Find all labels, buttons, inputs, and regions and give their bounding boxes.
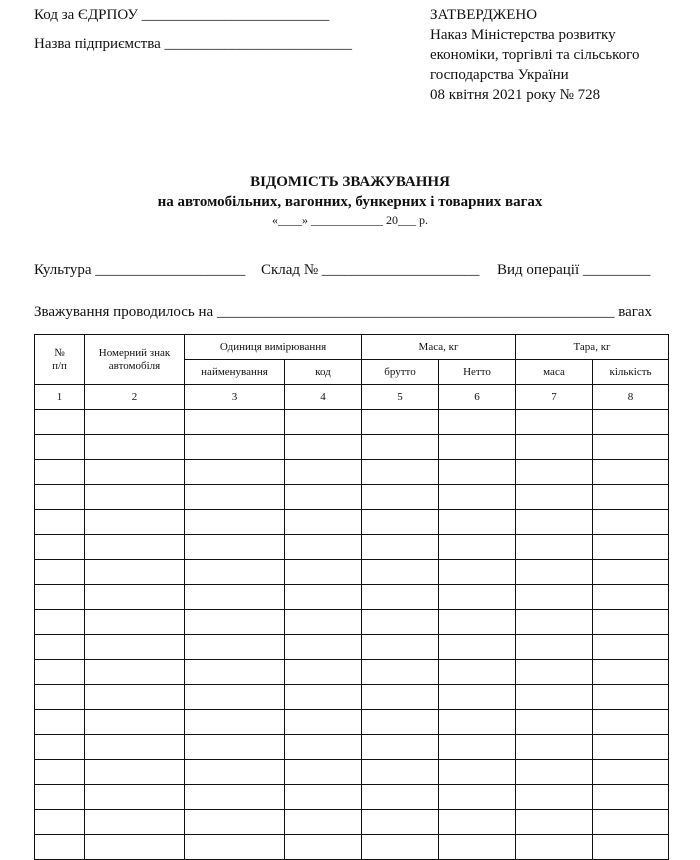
- table-row: [35, 585, 669, 610]
- table-row: [35, 810, 669, 835]
- table-row: [35, 610, 669, 635]
- table-cell[interactable]: [85, 835, 185, 860]
- table-cell[interactable]: [185, 485, 285, 510]
- header-mass-net: Нетто: [439, 360, 516, 385]
- table-cell[interactable]: [185, 610, 285, 635]
- table-cell[interactable]: [593, 435, 669, 460]
- table-cell[interactable]: [593, 460, 669, 485]
- table-cell[interactable]: [85, 410, 185, 435]
- table-cell[interactable]: [516, 685, 593, 710]
- table-cell[interactable]: [362, 585, 439, 610]
- table-cell[interactable]: [285, 535, 362, 560]
- warehouse-field[interactable]: _____________________: [321, 262, 480, 278]
- table-cell[interactable]: [516, 760, 593, 785]
- table-cell[interactable]: [185, 660, 285, 685]
- table-cell[interactable]: [516, 585, 593, 610]
- table-cell[interactable]: [516, 810, 593, 835]
- table-cell[interactable]: [85, 435, 185, 460]
- table-cell[interactable]: [85, 635, 185, 660]
- table-cell[interactable]: [35, 535, 85, 560]
- table-cell[interactable]: [362, 510, 439, 535]
- table-cell[interactable]: [185, 760, 285, 785]
- table-cell[interactable]: [185, 735, 285, 760]
- header-plate-number: [85, 335, 185, 385]
- header-mass-group: Маса, кг: [362, 335, 516, 360]
- table-cell[interactable]: [35, 410, 85, 435]
- table-cell[interactable]: [35, 735, 85, 760]
- table-cell[interactable]: [439, 485, 516, 510]
- table-cell[interactable]: [35, 435, 85, 460]
- table-cell[interactable]: [285, 785, 362, 810]
- table-cell[interactable]: [516, 710, 593, 735]
- table-cell[interactable]: [593, 510, 669, 535]
- table-row: [35, 835, 669, 860]
- column-number: 1: [35, 385, 85, 410]
- table-cell[interactable]: [516, 835, 593, 860]
- table-cell[interactable]: [439, 710, 516, 735]
- table-cell[interactable]: [516, 535, 593, 560]
- table-cell[interactable]: [285, 810, 362, 835]
- table-cell[interactable]: [285, 685, 362, 710]
- table-cell[interactable]: [285, 485, 362, 510]
- table-cell[interactable]: [85, 685, 185, 710]
- table-cell[interactable]: [593, 660, 669, 685]
- table-row: [35, 760, 669, 785]
- header-tare-count: кількість: [593, 360, 669, 385]
- table-cell[interactable]: [516, 610, 593, 635]
- approval-block: [430, 5, 639, 105]
- weighing-field[interactable]: _____________________________________________________: [216, 304, 615, 320]
- header-row-number-label: № п/п: [52, 346, 67, 372]
- table-cell[interactable]: [185, 835, 285, 860]
- table-cell[interactable]: [516, 660, 593, 685]
- table-cell[interactable]: [185, 710, 285, 735]
- header-row-number: [35, 335, 85, 385]
- table-cell[interactable]: [35, 635, 85, 660]
- table-row: [35, 510, 669, 535]
- header-unit-name: найменування: [185, 360, 285, 385]
- table-cell[interactable]: [85, 760, 185, 785]
- table-cell[interactable]: [439, 760, 516, 785]
- table-cell[interactable]: [593, 585, 669, 610]
- form-title: ВІДОМІСТЬ ЗВАЖУВАННЯ: [250, 174, 450, 190]
- table-cell[interactable]: [185, 460, 285, 485]
- table-cell[interactable]: [185, 435, 285, 460]
- column-number: 6: [439, 385, 516, 410]
- table-cell[interactable]: [593, 535, 669, 560]
- table-cell[interactable]: [362, 460, 439, 485]
- edrpou-field[interactable]: _________________________: [141, 7, 330, 23]
- table-row: [35, 485, 669, 510]
- table-cell[interactable]: [285, 460, 362, 485]
- date-line[interactable]: «____» ____________ 20___ р.: [272, 213, 428, 227]
- table-cell[interactable]: [85, 660, 185, 685]
- table-cell[interactable]: [362, 785, 439, 810]
- table-cell[interactable]: [439, 785, 516, 810]
- table-cell[interactable]: [185, 560, 285, 585]
- table-cell[interactable]: [35, 810, 85, 835]
- table-cell[interactable]: [285, 760, 362, 785]
- warehouse-label: Склад №: [261, 262, 319, 278]
- table-cell[interactable]: [362, 435, 439, 460]
- table-cell[interactable]: [285, 660, 362, 685]
- weighing-line: [34, 303, 652, 321]
- table-cell[interactable]: [593, 785, 669, 810]
- table-cell[interactable]: [439, 560, 516, 585]
- table-cell[interactable]: [285, 560, 362, 585]
- approval-line: ЗАТВЕРДЖЕНО: [430, 7, 538, 23]
- table-cell[interactable]: [185, 510, 285, 535]
- table-cell[interactable]: [439, 435, 516, 460]
- table-cell[interactable]: [362, 410, 439, 435]
- table-cell[interactable]: [362, 560, 439, 585]
- table-cell[interactable]: [362, 760, 439, 785]
- table-cell[interactable]: [439, 660, 516, 685]
- table-cell[interactable]: [285, 585, 362, 610]
- table-body: [35, 410, 669, 860]
- column-number: 8: [593, 385, 669, 410]
- table-cell[interactable]: [362, 710, 439, 735]
- table-cell[interactable]: [439, 610, 516, 635]
- table-cell[interactable]: [593, 635, 669, 660]
- table-row: [35, 735, 669, 760]
- header-tare-group: Тара, кг: [516, 335, 669, 360]
- weighing-suffix: вагах: [618, 304, 653, 320]
- table-cell[interactable]: [85, 560, 185, 585]
- table-cell[interactable]: [35, 685, 85, 710]
- table-cell[interactable]: [439, 460, 516, 485]
- table-cell[interactable]: [516, 635, 593, 660]
- table-cell[interactable]: [35, 760, 85, 785]
- table-cell[interactable]: [85, 810, 185, 835]
- table-cell[interactable]: [516, 785, 593, 810]
- table-cell[interactable]: [185, 685, 285, 710]
- table-cell[interactable]: [85, 735, 185, 760]
- column-number: 5: [362, 385, 439, 410]
- table-cell[interactable]: [185, 585, 285, 610]
- table-cell[interactable]: [85, 610, 185, 635]
- table-cell[interactable]: [362, 535, 439, 560]
- approval-line: економіки, торгівлі та сільського: [430, 47, 640, 63]
- table-cell[interactable]: [285, 435, 362, 460]
- table-cell[interactable]: [593, 835, 669, 860]
- table-cell[interactable]: [362, 635, 439, 660]
- table-cell[interactable]: [285, 735, 362, 760]
- table-cell[interactable]: [439, 510, 516, 535]
- table-cell[interactable]: [185, 410, 285, 435]
- table-cell[interactable]: [593, 410, 669, 435]
- table-row: [35, 710, 669, 735]
- table-cell[interactable]: [516, 560, 593, 585]
- column-number-row: [35, 385, 669, 410]
- table-cell[interactable]: [439, 810, 516, 835]
- table-cell[interactable]: [85, 585, 185, 610]
- table-row: [35, 435, 669, 460]
- table-cell[interactable]: [35, 660, 85, 685]
- table-cell[interactable]: [593, 735, 669, 760]
- table-cell[interactable]: [362, 660, 439, 685]
- header-unit-code: код: [285, 360, 362, 385]
- operation-label: Вид операції: [497, 262, 580, 278]
- header-plate-number-label: Номерний знак автомобіля: [98, 346, 171, 372]
- column-number: 4: [285, 385, 362, 410]
- table-cell[interactable]: [516, 460, 593, 485]
- table-cell[interactable]: [185, 810, 285, 835]
- operation-field[interactable]: _________: [582, 262, 651, 278]
- column-number: 7: [516, 385, 593, 410]
- table-row: [35, 685, 669, 710]
- edrpou-label: Код за ЄДРПОУ: [34, 7, 138, 23]
- weighing-label: Зважування проводилось на: [34, 304, 214, 320]
- table-cell[interactable]: [35, 835, 85, 860]
- table-cell[interactable]: [439, 685, 516, 710]
- warehouse-line: [261, 261, 479, 279]
- table-cell[interactable]: [35, 510, 85, 535]
- header-tare-mass: маса: [516, 360, 593, 385]
- table-cell[interactable]: [85, 710, 185, 735]
- table-cell[interactable]: [185, 635, 285, 660]
- table-cell[interactable]: [85, 460, 185, 485]
- table-cell[interactable]: [285, 610, 362, 635]
- edrpou-line: [34, 6, 329, 24]
- approval-line: Наказ Міністерства розвитку: [430, 27, 616, 43]
- table-cell[interactable]: [362, 610, 439, 635]
- table-row: [35, 560, 669, 585]
- table-row: [35, 660, 669, 685]
- culture-label: Культура: [34, 262, 92, 278]
- table-row: [35, 635, 669, 660]
- table-cell[interactable]: [85, 510, 185, 535]
- operation-line: [497, 261, 650, 279]
- table-row: [35, 785, 669, 810]
- table-cell[interactable]: [516, 435, 593, 460]
- company-name-field[interactable]: _________________________: [164, 36, 353, 52]
- table-cell[interactable]: [285, 710, 362, 735]
- table-cell[interactable]: [35, 785, 85, 810]
- table-cell[interactable]: [85, 535, 185, 560]
- table-cell[interactable]: [362, 485, 439, 510]
- table-cell[interactable]: [285, 510, 362, 535]
- table-cell[interactable]: [85, 485, 185, 510]
- table-cell[interactable]: [439, 835, 516, 860]
- table-cell[interactable]: [439, 735, 516, 760]
- weighing-table: [34, 334, 669, 860]
- table-cell[interactable]: [35, 485, 85, 510]
- table-cell[interactable]: [593, 810, 669, 835]
- table-cell[interactable]: [593, 685, 669, 710]
- approval-line: 08 квітня 2021 року № 728: [430, 87, 601, 103]
- culture-line: [34, 261, 245, 279]
- culture-field[interactable]: ____________________: [95, 262, 246, 278]
- approval-line: господарства України: [430, 67, 569, 83]
- table-cell[interactable]: [35, 710, 85, 735]
- column-number: 2: [85, 385, 185, 410]
- table-cell[interactable]: [185, 535, 285, 560]
- table-cell[interactable]: [439, 635, 516, 660]
- table-cell[interactable]: [439, 585, 516, 610]
- table-row: [35, 535, 669, 560]
- table-cell[interactable]: [285, 410, 362, 435]
- table-cell[interactable]: [439, 535, 516, 560]
- table-cell[interactable]: [362, 810, 439, 835]
- header-unit-group: Одиниця вимірювання: [185, 335, 362, 360]
- table-cell[interactable]: [362, 685, 439, 710]
- table-row: [35, 410, 669, 435]
- table-cell[interactable]: [362, 735, 439, 760]
- table-cell[interactable]: [362, 835, 439, 860]
- table-cell[interactable]: [35, 610, 85, 635]
- table-cell[interactable]: [35, 585, 85, 610]
- table-cell[interactable]: [285, 835, 362, 860]
- table-cell[interactable]: [593, 760, 669, 785]
- table-cell[interactable]: [516, 410, 593, 435]
- table-cell[interactable]: [516, 485, 593, 510]
- table-cell[interactable]: [593, 485, 669, 510]
- table-cell[interactable]: [593, 560, 669, 585]
- table-cell[interactable]: [85, 785, 185, 810]
- column-number: 3: [185, 385, 285, 410]
- table-cell[interactable]: [35, 560, 85, 585]
- table-cell[interactable]: [516, 510, 593, 535]
- form-subtitle: на автомобільних, вагонних, бункерних і товарних вагах: [157, 194, 543, 210]
- table-cell[interactable]: [185, 785, 285, 810]
- company-name-label: Назва підприємства: [34, 36, 161, 52]
- table-cell[interactable]: [285, 635, 362, 660]
- table-cell[interactable]: [593, 710, 669, 735]
- table-row: [35, 460, 669, 485]
- header-mass-gross: брутто: [362, 360, 439, 385]
- table-cell[interactable]: [439, 410, 516, 435]
- table-cell[interactable]: [35, 460, 85, 485]
- company-name-line: [34, 35, 352, 53]
- table-cell[interactable]: [593, 610, 669, 635]
- table-cell[interactable]: [516, 735, 593, 760]
